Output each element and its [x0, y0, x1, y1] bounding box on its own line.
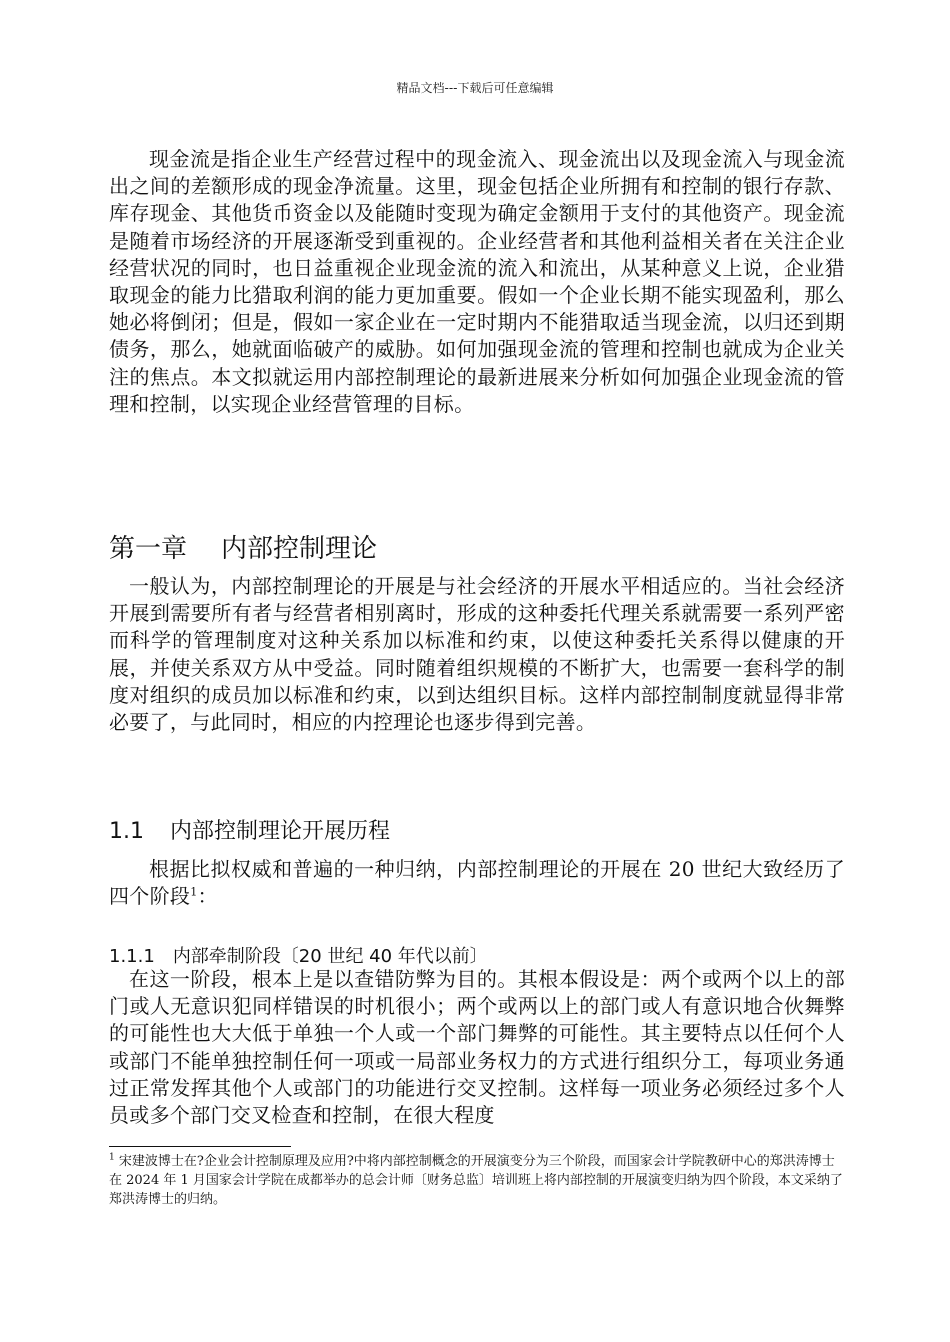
subsection-title: 内部牵制阶段〔20 世纪 40 年代以前〕 [172, 946, 488, 967]
footnote-text: 宋建波博士在?企业会计控制原理及应用?中将内部控制概念的开展演变分为三个阶段，而国家会计学院教研中心的郑洪涛博士在 2024 年 1 月国家会计学院在成都举办的总会计师〔财务总监〕培训班上将内部控制的开展演变归纳为四个阶段，本文采纳了郑洪涛博士的归纳。 [109, 1154, 843, 1207]
chapter-heading [109, 528, 377, 565]
footnote-divider [109, 1146, 291, 1147]
page-header: 精品文档---下载后可任意编辑 [396, 81, 554, 95]
footnote-marker: 1 [109, 1152, 115, 1163]
intro-paragraph: 现金流是指企业生产经营过程中的现金流入、现金流出以及现金流入与现金流出之间的差额形成的现金净流量。这里，现金包括企业所拥有和控制的银行存款、库存现金、其他货币资金以及能随时变现为确定金额用于支付的其他资产。现金流是随着市场经济的开展逐渐受到重视的。企业经营者和其他利益相关者在关注企业经营状况的同时，也日益重视企业现金流的流入和流出，从某种意义上说，企业猎取现金的能力比猎取利润的能力更加重要。假如一个企业长期不能实现盈利，那么她必将倒闭；但是，假如一家企业在一定时期内不能猎取适当现金流，以归还到期债务，那么，她就面临破产的威胁。如何加强现金流的管理和控制也就成为企业关注的焦点。本文拟就运用内部控制理论的最新进展来分析如何加强企业现金流的管理和控制，以实现企业经营管理的目标。 [109, 147, 845, 416]
section-paragraph-tail: ： [197, 884, 218, 909]
footnote [109, 1152, 845, 1209]
subsection-heading [109, 942, 488, 968]
chapter-paragraph: 一般认为，内部控制理论的开展是与社会经济的开展水平相适应的。当社会经济开展到需要所有者与经营者相别离时，形成的这种委托代理关系就需要一系列严密而科学的管理制度对这种关系加以标准和约束，以使这种委托关系得以健康的开展，并使关系双方从中受益。同时随着组织规模的不断扩大，也需要一套科学的制度对组织的成员加以标准和约束，以到达组织目标。这样内部控制制度就显得非常必要了，与此同时，相应的内控理论也逐步得到完善。 [109, 574, 845, 735]
subsection-number: 1.1.1 [109, 946, 155, 967]
chapter-number: 第一章 [109, 534, 188, 564]
footnote-ref: 1 [190, 885, 198, 899]
section-paragraph [109, 856, 845, 910]
section-paragraph-text: 根据比拟权威和普遍的一种归纳，内部控制理论的开展在 20 世纪大致经历了四个阶段 [109, 857, 845, 909]
chapter-title: 内部控制理论 [221, 534, 378, 564]
subsection-paragraph: 在这一阶段，根本上是以查错防弊为目的。其根本假设是：两个或两个以上的部门或人无意识犯同样错误的时机很小；两个或两以上的部门或人有意识地合伙舞弊的可能性也大大低于单独一个人或一个部门舞弊的可能性。其主要特点以任何个人或部门不能单独控制任何一项或一局部业务权力的方式进行组织分工，每项业务通过正常发挥其他个人或部门的功能进行交叉控制。这样每一项业务必须经过多个人员或多个部门交叉检查和控制，在很大程度 [109, 967, 845, 1128]
section-title: 内部控制理论开展历程 [170, 819, 391, 844]
section-number: 1.1 [109, 819, 144, 844]
section-heading [109, 814, 390, 845]
